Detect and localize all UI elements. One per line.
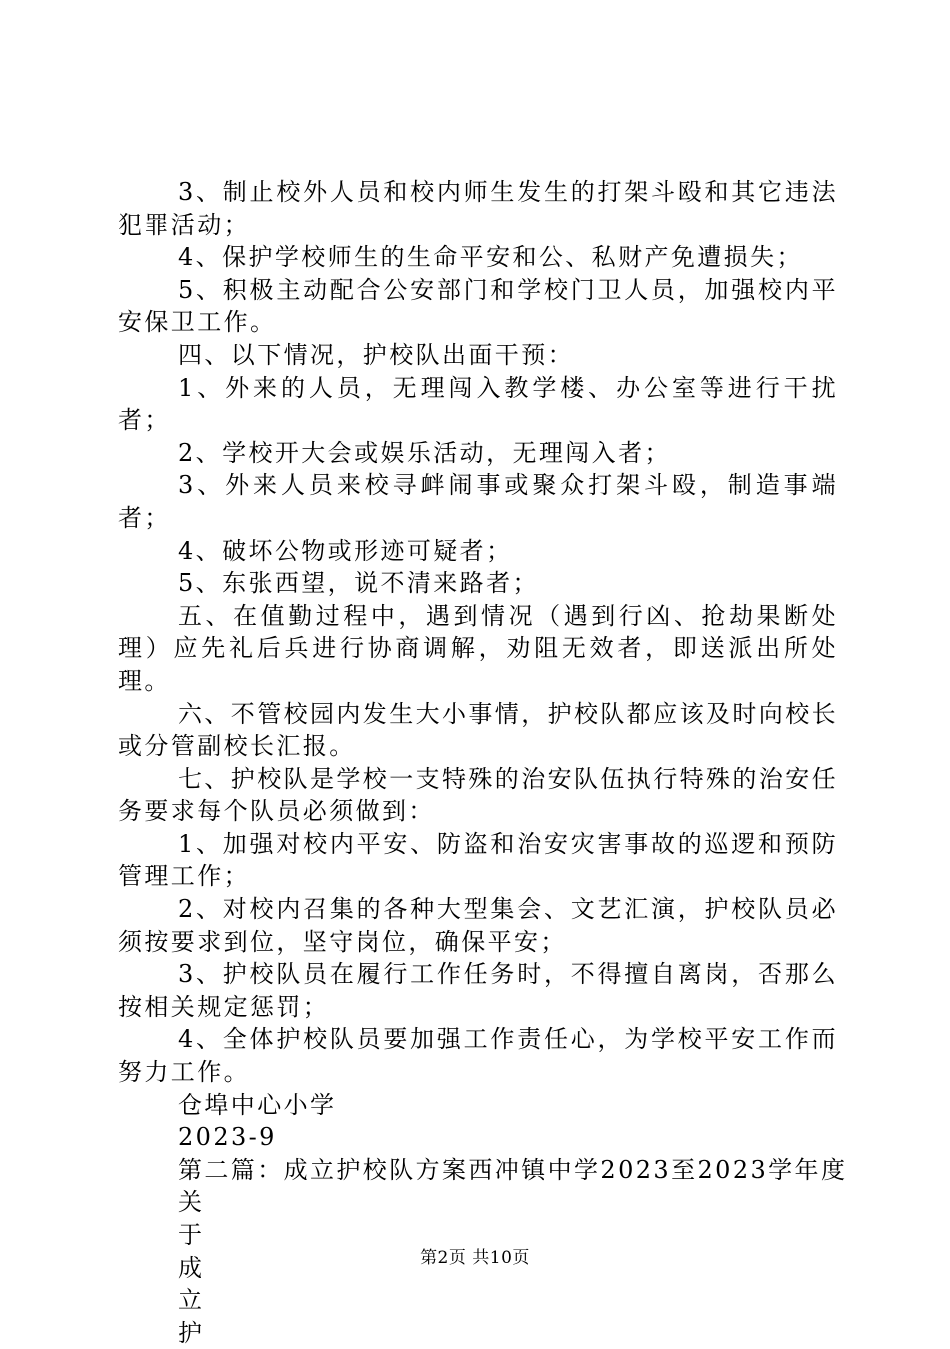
paragraph-5: 1、外来的人员，无理闯入教学楼、办公室等进行干扰者； [118,373,838,435]
paragraph-7: 3、外来人员来校寻衅闹事或聚众打架斗殴，制造事端者； [118,471,838,532]
paragraph-6: 2、学校开大会或娱乐活动，无理闯入者； [178,438,671,467]
paragraph-4: 四、以下情况，护校队出面干预： [178,340,574,369]
paragraph-2: 4、保护学校师生的生命平安和公、私财产免遭损失； [178,243,803,272]
next-section-title: 第二篇：成立护校队方案西冲镇中学2023至2023学年度 [178,1155,848,1184]
paragraph-16: 4、全体护校队员要加强工作责任心，为学校平安工作而努力工作。 [118,1025,838,1087]
vertical-char-4: 立 [178,1286,202,1315]
paragraph-3: 5、积极主动配合公安部门和学校门卫人员，加强校内平安保卫工作。 [118,275,838,337]
paragraph-10: 五、在值勤过程中，遇到情况（遇到行凶、抢劫果断处理）应先礼后兵进行协商调解，劝阻无效者，即送派出所处理。 [118,601,838,695]
page-number-footer: 第2页 共10页 [420,1248,530,1268]
paragraph-1: 3、制止校外人员和校内师生发生的打架斗殴和其它违法犯罪活动； [118,178,838,239]
vertical-char-3: 成 [178,1253,202,1282]
paragraph-14: 2、对校内召集的各种大型集会、文艺汇演，护校队员必须按要求到位，坚守岗位，确保平安； [118,895,838,956]
signature-date: 2023-9 [178,1123,277,1152]
paragraph-12: 七、护校队是学校一支特殊的治安队伍执行特殊的治安任务要求每个队员必须做到： [118,764,838,826]
vertical-char-1: 关 [178,1188,202,1217]
paragraph-15: 3、护校队员在履行工作任务时，不得擅自离岗，否那么按相关规定惩罚； [118,960,838,1021]
vertical-char-2: 于 [178,1221,202,1249]
paragraph-8: 4、破坏公物或形迹可疑者； [178,536,513,565]
document-body [118,176,848,1349]
vertical-char-5: 护 [178,1318,202,1347]
paragraph-11: 六、不管校园内发生大小事情，护校队都应该及时向校长或分管副校长汇报。 [118,699,838,761]
signature-school: 仓埠中心小学 [178,1090,337,1119]
paragraph-9: 5、东张西望，说不清来路者； [178,569,539,598]
paragraph-13: 1、加强对校内平安、防盗和治安灾害事故的巡逻和预防管理工作； [118,829,838,891]
